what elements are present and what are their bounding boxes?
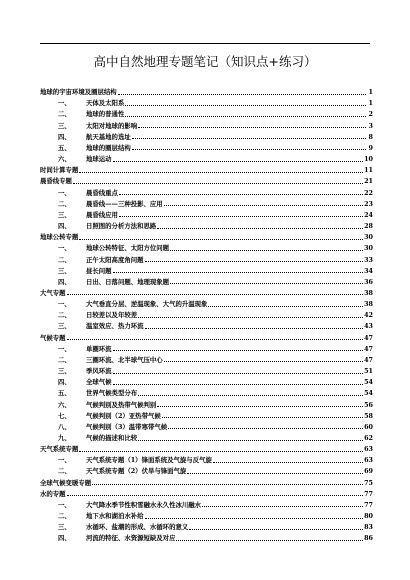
toc-dot-leader [145,261,364,262]
toc-page-number: 60 [364,422,373,431]
toc-subentry[interactable] [40,252,373,263]
toc-entry-number: 四、 [58,378,71,387]
toc-page-number: 2 [368,110,373,119]
toc-dot-leader [187,473,363,474]
toc-subentry[interactable] [40,297,373,308]
toc-section[interactable] [40,85,373,96]
toc-entry-title: 晨昏线应用 [86,210,118,219]
toc-dot-leader [92,484,363,485]
toc-page-number: 10 [364,155,373,164]
toc-section[interactable] [40,174,373,185]
toc-dot-leader [170,250,363,251]
toc-entry-title: 三圈环流、北半球气压中心 [86,355,163,364]
toc-entry-number: 八、 [58,422,71,431]
toc-page-number: 30 [364,233,373,242]
toc-subentry[interactable] [40,185,373,196]
toc-entry-title: 全球气候变暖专题 [40,478,92,487]
toc-dot-leader [67,294,364,295]
toc-subentry[interactable] [40,141,373,152]
toc-subentry[interactable] [40,219,373,230]
toc-entry-title: 天气系统专题（1）锋面系统及气旋与反气旋 [86,456,212,465]
toc-entry-title: 季风环流 [86,367,112,376]
toc-dot-leader [157,228,363,229]
toc-entry-title: 地球的圈层结构 [86,143,131,152]
toc-subentry[interactable] [40,342,373,353]
toc-page-number: 24 [364,210,373,219]
toc-entry-number: 二、 [58,467,71,476]
toc-entry-title: 温室效应、热力环流 [86,322,144,331]
toc-dot-leader [79,239,363,240]
toc-entry-title: 地下水和湖泊水补给 [86,512,144,521]
toc-dot-leader [73,183,363,184]
toc-page-number: 11 [364,166,373,175]
toc-dot-leader [202,506,363,507]
toc-subentry[interactable] [40,96,373,107]
toc-entry-number: 一、 [58,344,71,353]
toc-entry-title: 晨昏线——三种投影、应用 [86,199,163,208]
toc-subentry[interactable] [40,386,373,397]
toc-dot-leader [164,361,363,362]
toc-entry-number: 三、 [58,210,71,219]
toc-page-number: 34 [364,266,373,275]
toc-entry-number: 四、 [58,132,71,141]
toc-subentry[interactable] [40,130,373,141]
toc-dot-leader [113,384,364,385]
toc-section[interactable] [40,286,373,297]
toc-entry-number: 一、 [58,300,71,309]
toc-page-number: 1 [368,99,373,108]
toc-section[interactable] [40,230,373,241]
toc-dot-leader [132,138,366,139]
toc-page-number: 8 [368,132,373,141]
toc-entry-title: 大气降水季节性积雪融水永久性冰川融水 [86,500,202,509]
toc-page-number: 80 [364,512,373,521]
toc-entry-title: 地球的宇宙环境及圈层结构 [40,88,117,97]
toc-page-number: 62 [364,434,373,442]
toc-entry-number: 五、 [58,389,71,398]
toc-entry-number: 六、 [58,400,71,409]
toc-subentry[interactable] [40,397,373,408]
toc-subentry[interactable] [40,152,373,163]
toc-entry-title: 世界气候类型分布 [86,389,138,398]
toc-subentry[interactable] [40,264,373,275]
toc-entry-number: 一、 [58,456,71,465]
toc-entry-title: 气候的描述和比较 [86,434,138,442]
toc-page-number: 47 [364,355,373,364]
toc-subentry[interactable] [40,353,373,364]
toc-dot-leader [125,105,366,106]
document-title: 高中自然地理专题笔记（知识点+练习） [93,54,317,69]
toc-dot-leader [168,428,363,429]
toc-entry-title: 气候判别（2）亚热带气候 [86,411,161,420]
toc-entry-number: 三、 [58,322,71,331]
toc-dot-leader [79,451,363,452]
toc-page-number: 51 [364,367,373,376]
toc-entry-title: 太阳对地球的影响 [86,121,138,130]
toc-page-number: 69 [364,467,373,476]
toc-subentry[interactable] [40,531,373,542]
toc-entry-title: 日照图的分析方法和思路 [86,222,157,231]
toc-section[interactable] [40,475,373,486]
toc-entry-title: 水的专题 [40,489,66,498]
toc-dot-leader [118,94,366,95]
header-rule [40,43,370,44]
toc-section[interactable] [40,487,373,498]
toc-entry-number: 三、 [58,523,71,532]
toc-entry-number: 三、 [58,367,71,376]
toc-entry-number: 一、 [58,188,71,197]
toc-subentry[interactable] [40,197,373,208]
toc-entry-title: 地球运动 [86,155,112,164]
toc-subentry[interactable] [40,107,373,118]
toc-dot-leader [67,339,364,340]
toc-entry-number: 五、 [58,143,71,152]
toc-entry-title: 时间计算专题 [40,166,79,175]
toc-dot-leader [176,540,363,541]
toc-entry-number: 二、 [58,255,71,264]
toc-entry-title: 日较差以及年较差 [86,311,138,320]
toc-entry-number: 二、 [58,311,71,320]
toc-dot-leader [138,440,363,441]
toc-subentry[interactable] [40,431,373,442]
toc-page-number: 36 [364,277,373,286]
toc-dot-leader [113,272,364,273]
toc-dot-leader [208,306,363,307]
toc-page-number: 42 [364,311,373,320]
toc-entry-title: 全球气候 [86,378,112,387]
toc-dot-leader [162,417,363,418]
toc-entry-title: 气候专题 [40,333,66,342]
toc-page-number: 30 [364,244,373,253]
toc-entry-number: 二、 [58,355,71,364]
toc-entry-number: 三、 [58,266,71,275]
toc-subentry[interactable] [40,308,373,319]
toc-dot-leader [157,406,363,407]
toc-entry-number: 四、 [58,222,71,231]
toc-entry-title: 水循环、盐潮的形成、水循环的意义 [86,523,189,532]
toc-subentry[interactable] [40,464,373,475]
toc-entry-number: 一、 [58,244,71,253]
toc-dot-leader [138,317,363,318]
toc-page-number: 77 [364,500,373,509]
toc-dot-leader [113,161,364,162]
toc-entry-number: 二、 [58,199,71,208]
toc-entry-title: 正午太阳高度角问题 [86,255,144,264]
toc-entry-title: 气候判别及热带气候判别 [86,400,157,409]
toc-page-number: 54 [364,378,373,387]
toc-entry-title: 河流的特征、水资源短缺及对应 [86,534,176,543]
toc-page-number: 47 [364,344,373,353]
toc-entry-title: 日出、日落问题、地理现象题 [86,277,170,286]
toc-dot-leader [138,127,366,128]
toc-page-number: 75 [364,478,373,487]
toc-dot-leader [213,462,363,463]
toc-page-number: 63 [364,445,373,454]
toc-page-number: 86 [364,534,373,543]
toc-entry-title: 晨昏线专题 [40,177,72,186]
toc-dot-leader [145,328,364,329]
toc-dot-leader [79,172,363,173]
toc-page-number: 3 [368,121,373,130]
toc-dot-leader [138,395,363,396]
toc-page-number: 47 [364,333,373,342]
toc-entry-title: 天气系统专题 [40,445,79,454]
toc-entry-title: 晨昏线重点 [86,188,118,197]
toc-page-number: 1 [368,88,373,97]
toc-dot-leader [113,350,364,351]
toc-entry-number: 三、 [58,121,71,130]
toc-entry-title: 天气系统专题（2）伏旱与锋面气旋 [86,467,187,476]
toc-subentry[interactable] [40,509,373,520]
toc-page-number: 54 [364,389,373,398]
toc-dot-leader [119,216,363,217]
toc-entry-number: 七、 [58,411,71,420]
toc-entry-title: 地球公转特征、太阳方位问题 [86,244,170,253]
toc-page-number: 56 [364,400,373,409]
toc-entry-number: 四、 [58,277,71,286]
toc-entry-number: 二、 [58,512,71,521]
toc-subentry[interactable] [40,275,373,286]
toc-dot-leader [164,205,363,206]
toc-subentry[interactable] [40,409,373,420]
toc-subentry[interactable] [40,453,373,464]
toc-entry-title: 地球公转专题 [40,233,79,242]
toc-subentry[interactable] [40,420,373,431]
toc-entry-title: 天体及太阳系 [86,99,125,108]
toc-entry-title: 气候判别（3）温带寒带气候 [86,422,168,431]
toc-dot-leader [125,116,366,117]
toc-entry-title: 单圈环流 [86,344,112,353]
toc-dot-leader [189,529,363,530]
toc-page-number: 83 [364,523,373,532]
toc-entry-number: 一、 [58,500,71,509]
toc-entry-number: 九、 [58,434,71,442]
toc-entry-title: 航天基地的选址 [86,132,131,141]
toc-page-number: 38 [364,288,373,297]
toc-section[interactable] [40,330,373,341]
toc-subentry[interactable] [40,208,373,219]
toc-section[interactable] [40,442,373,453]
toc-entry-title: 大气垂直分层、逆温现象、大气的升温现象 [86,300,208,309]
toc-subentry[interactable] [40,520,373,531]
toc-entry-title: 大气专题 [40,288,66,297]
toc-entry-number: 一、 [58,99,71,108]
toc-entry-number: 六、 [58,155,71,164]
toc-page-number: 58 [364,411,373,420]
toc-page-number: 33 [364,255,373,264]
toc-subentry[interactable] [40,375,373,386]
toc-page-number: 9 [368,143,373,152]
toc-dot-leader [67,495,364,496]
toc-subentry[interactable] [40,319,373,330]
toc-entry-title: 地球的普通性 [86,110,125,119]
toc-section[interactable] [40,163,373,174]
toc-page-number: 43 [364,322,373,331]
table-of-contents [40,85,373,542]
toc-dot-leader [113,373,364,374]
toc-dot-leader [132,149,366,150]
toc-page-number: 28 [364,222,373,231]
toc-entry-title: 昼长问题 [86,266,112,275]
toc-entry-number: 二、 [58,110,71,119]
toc-page-number: 38 [364,300,373,309]
toc-subentry[interactable] [40,498,373,509]
toc-page-number: 63 [364,456,373,465]
toc-subentry[interactable] [40,118,373,129]
toc-page-number: 77 [364,489,373,498]
toc-page-number: 21 [364,177,373,186]
toc-dot-leader [119,194,363,195]
toc-subentry[interactable] [40,241,373,252]
toc-page-number: 23 [364,199,373,208]
toc-entry-number: 四、 [58,534,71,543]
toc-page-number: 22 [364,188,373,197]
toc-subentry[interactable] [40,364,373,375]
toc-dot-leader [145,518,364,519]
toc-dot-leader [170,283,363,284]
